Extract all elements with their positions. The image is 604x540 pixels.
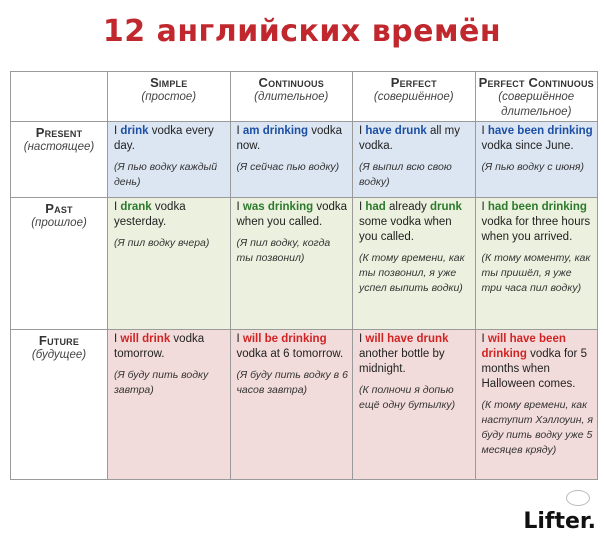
column-header-en: Continuous [258, 75, 324, 90]
column-header-perfect [353, 72, 476, 122]
translation: (К тому времени, как ты позвонил, я уже успел выпить водки) [359, 252, 465, 294]
lifter-logo: Lifter. [523, 509, 596, 534]
example-sentence: I will drink vodka tomorrow. [114, 333, 205, 360]
row-header-en: Future [38, 333, 80, 348]
column-header-ru: (длительное) [254, 91, 329, 103]
translation: (Я пил водку, когда ты позвонил) [236, 237, 331, 264]
verb-highlight: have been drinking [487, 125, 593, 137]
example-sentence: I drank vodka yesterday. [114, 201, 186, 228]
tenses-table [10, 71, 598, 480]
column-header-en: Simple [150, 75, 188, 90]
column-header-simple [108, 72, 231, 122]
verb-highlight: will have drunk [365, 333, 449, 345]
example-sentence: I will have been drinking vodka for 5 months when Halloween comes. [481, 333, 587, 390]
example-sentence: I drink vodka every day. [114, 125, 214, 152]
verb-highlight: am drinking [242, 125, 309, 137]
cell-present-continuous [230, 122, 353, 198]
cell-past-perfect [353, 198, 476, 330]
column-header-en: Perfect Continuous [478, 75, 594, 90]
translation: (Я буду пить водку завтра) [114, 369, 209, 396]
verb-highlight: drank [120, 201, 152, 213]
cell-past-simple [108, 198, 231, 330]
row-header-past [11, 198, 108, 330]
verb-highlight: will drink [120, 333, 171, 345]
verb-highlight: was drinking [242, 201, 314, 213]
row-header-future [11, 330, 108, 480]
translation: (Я пью водку с июня) [481, 161, 584, 173]
verb-highlight: had been drinking [487, 201, 587, 213]
column-header-continuous [230, 72, 353, 122]
translation: (К полночи я допью ещё одну бутылку) [359, 384, 456, 411]
row-present [11, 122, 598, 198]
cell-present-perfect [353, 122, 476, 198]
column-header-ru: (совершённое) [373, 91, 454, 103]
corner-cell [11, 72, 108, 122]
example-sentence: I will have drunk another bottle by midnight. [359, 333, 449, 375]
translation: (Я сейчас пью водку) [236, 161, 340, 173]
cell-past-continuous [230, 198, 353, 330]
verb-highlight: had [365, 201, 386, 213]
example-sentence: I have drunk all my vodka. [359, 125, 460, 152]
column-header-ru: (совершённое длительное) [498, 91, 575, 118]
row-past [11, 198, 598, 330]
example-sentence: I will be drinking vodka at 6 tomorrow. [236, 333, 344, 360]
cell-future-perfect [353, 330, 476, 480]
cell-past-perfect-continuous [475, 198, 598, 330]
column-header-ru: (простое) [141, 91, 197, 103]
example-sentence: I am drinking vodka now. [236, 125, 342, 152]
translation: (К тому моменту, как ты пришёл, я уже три часа пил водку) [481, 252, 591, 294]
verb-highlight: will be drinking [242, 333, 327, 345]
row-future [11, 330, 598, 480]
row-header-ru: (прошлое) [31, 217, 87, 229]
row-header-en: Past [45, 201, 73, 216]
example-sentence: I was drinking vodka when you called. [236, 201, 348, 228]
cell-future-perfect-continuous [475, 330, 598, 480]
translation: (Я пью водку каждый день) [114, 161, 218, 188]
logo-mark-icon [566, 490, 590, 506]
cell-future-continuous [230, 330, 353, 480]
cell-present-simple [108, 122, 231, 198]
example-sentence: I had been drinking vodka for three hours when you arrived. [481, 201, 591, 243]
verb-highlight: will have been drinking [481, 333, 566, 360]
translation: (Я буду пить водку в 6 часов завтра) [236, 369, 348, 396]
column-header-en: Perfect [390, 75, 437, 90]
example-sentence: I had already drunk some vodka when you called. [359, 201, 462, 243]
page-title: 12 английских времён [102, 14, 502, 49]
row-header-present [11, 122, 108, 198]
cell-future-simple [108, 330, 231, 480]
cell-present-perfect-continuous [475, 122, 598, 198]
verb-highlight: have drunk [365, 125, 427, 137]
header-row [11, 72, 598, 122]
translation: (Я пил водку вчера) [114, 237, 210, 249]
translation: (К тому времени, как наступит Хэллоуин, я буду пить водку уже 5 месяцев кряду) [481, 399, 593, 456]
example-sentence: I have been drinking vodka since June. [481, 125, 593, 152]
row-header-ru: (будущее) [31, 349, 87, 361]
row-header-ru: (настоящее) [23, 141, 95, 153]
verb-highlight: drink [120, 125, 149, 137]
translation: (Я выпил всю свою водку) [359, 161, 452, 188]
verb-highlight: drunk [429, 201, 462, 213]
row-header-en: Present [35, 125, 83, 140]
column-header-perfect-continuous [475, 72, 598, 122]
